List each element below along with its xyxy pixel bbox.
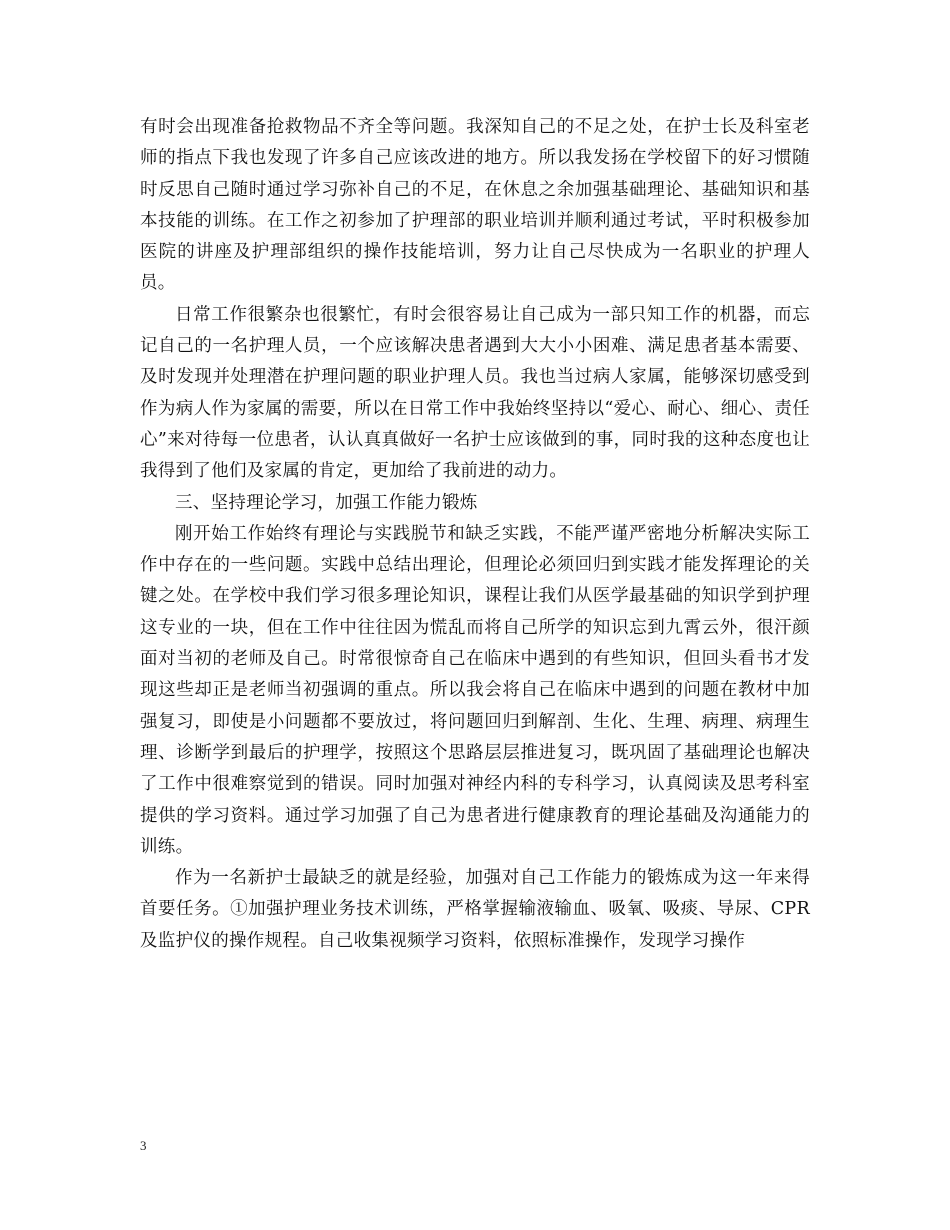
section-heading: 三、坚持理论学习，加强工作能力锻炼 — [175, 492, 478, 513]
paragraph-continued: 有时会出现准备抢救物品不齐全等问题。我深知自己的不足之处，在护士长及科室老师的指点下我也发现了许多自己应该改进的地方。所以我发扬在学校留下的好习惯随时反思自己随时通过学习弥补自己的不足，在休息之余加强基础理论、基础知识和基本技能的训练。在工作之初参加了护理部的职业培训并顺利通过考试，平时积极参加医院的讲座及护理部组织的操作技能培训，努力让自己尽快成为一名职业的护理人员。 — [140, 117, 810, 294]
paragraph-theory-study: 刚开始工作始终有理论与实践脱节和缺乏实践，不能严谨严密地分析解决实际工作中存在的一些问题。实践中总结出理论，但理论必须回归到实践才能发挥理论的关键之处。在学校中我们学习很多理论知识，课程让我们从医学最基础的知识学到护理这专业的一块，但在工作中往往因为慌乱而将自己所学的知识忘到九霄云外，很汗颜面对当初的老师及自己。时常很惊奇自己在临床中遇到的有些知识，但回头看书才发现这些却正是老师当初强调的重点。所以我会将自己在临床中遇到的问题在教材中加强复习，即使是小问题都不要放过，将问题回归到解剖、生化、生理、病理、病理生理、诊断学到最后的护理学，按照这个思路层层推进复习，既巩固了基础理论也解决了工作中很难察觉到的错误。同时加强对神经内科的专科学习，认真阅读及思考科室提供的学习资料。通过学习加强了自己为患者进行健康教育的理论基础及沟通能力的训练。 — [140, 523, 810, 857]
paragraph-work-ability: 作为一名新护士最缺乏的就是经验，加强对自己工作能力的锻炼成为这一年来得首要任务。①加强护理业务技术训练，严格掌握输液输血、吸氧、吸痰、导尿、CPR及监护仪的操作规程。自己收集视频学习资料，依照标准操作，发现学习操作 — [140, 868, 810, 951]
paragraph-daily-work: 日常工作很繁杂也很繁忙，有时会很容易让自己成为一部只知工作的机器，而忘记自己的一名护理人员，一个应该解决患者遇到大大小小困难、满足患者基本需要、及时发现并处理潜在护理问题的职业护理人员。我也当过病人家属，能够深切感受到作为病人作为家属的需要，所以在日常工作中我始终坚持以“爱心、耐心、细心、责任心”来对待每一位患者，认认真真做好一名护士应该做到的事，同时我的这种态度也让我得到了他们及家属的肯定，更加给了我前进的动力。 — [140, 304, 810, 482]
page-number: 3 — [140, 1138, 147, 1153]
document-body — [140, 112, 810, 957]
